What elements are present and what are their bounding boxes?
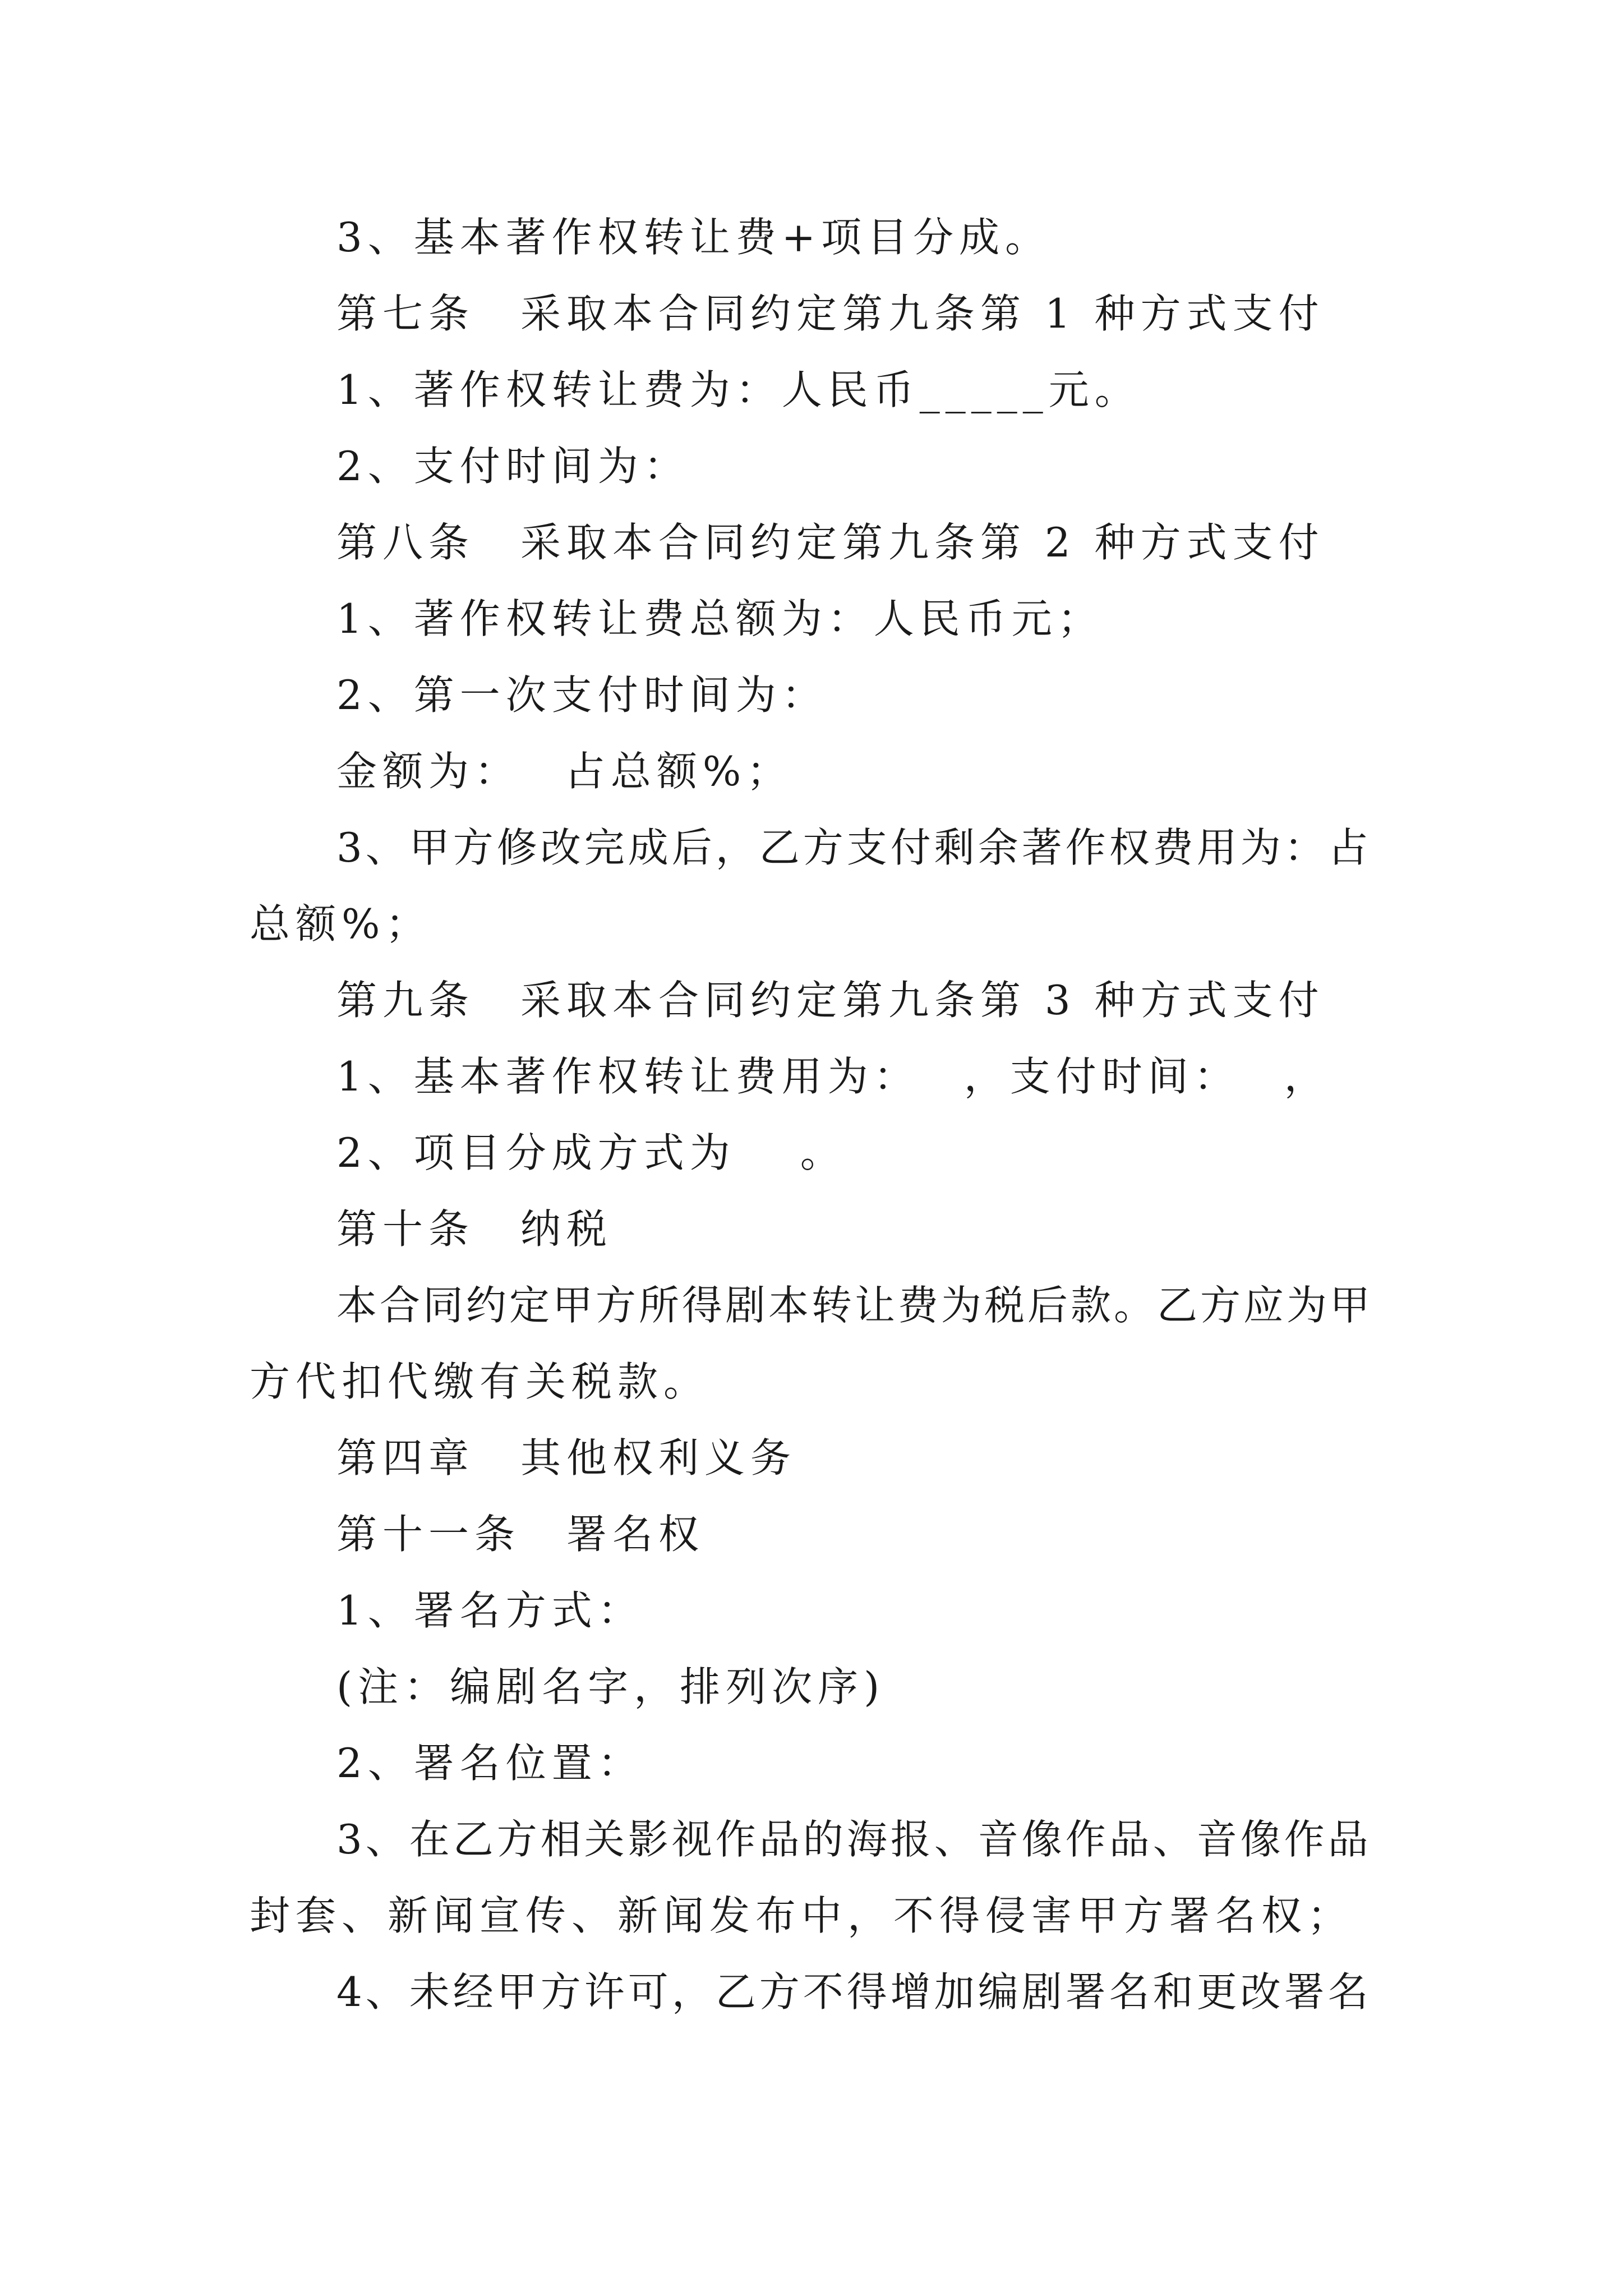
line-4: 2、支付时间为： — [336, 443, 690, 490]
line-8: 金额为： 占总额%； — [336, 748, 793, 795]
line-13: 2、项目分成方式为 。 — [336, 1129, 846, 1176]
line-16: 方代扣代缴有关税款。 — [250, 1358, 710, 1405]
line-24: 4、未经甲方许可，乙方不得增加编剧署名和更改署名 — [336, 1968, 1372, 2016]
line-14: 第十条 纳税 — [336, 1205, 613, 1253]
line-23: 封套、新闻宣传、新闻发布中，不得侵害甲方署名权； — [250, 1892, 1354, 1939]
line-9: 3、甲方修改完成后，乙方支付剩余著作权费用为：占 — [336, 824, 1372, 871]
line-15: 本合同约定甲方所得剧本转让费为税后款。乙方应为甲 — [336, 1282, 1373, 1329]
line-11: 第九条 采取本合同约定第九条第 3 种方式支付 — [336, 977, 1325, 1024]
line-18: 第十一条 署名权 — [336, 1511, 705, 1558]
line-12: 1、基本著作权转让费用为： ，支付时间： ， — [336, 1053, 1330, 1100]
line-17: 第四章 其他权利义务 — [336, 1434, 797, 1481]
line-10: 总额%； — [250, 900, 432, 947]
line-6: 1、著作权转让费总额为：人民币元； — [336, 595, 1104, 642]
line-22: 3、在乙方相关影视作品的海报、音像作品、音像作品 — [336, 1816, 1372, 1863]
line-1: 3、基本著作权转让费+项目分成。 — [336, 214, 1052, 261]
line-5: 第八条 采取本合同约定第九条第 2 种方式支付 — [336, 519, 1325, 566]
line-3: 1、著作权转让费为：人民币_____元。 — [336, 366, 1141, 413]
line-7: 2、第一次支付时间为： — [336, 671, 828, 719]
line-20: (注：编剧名字，排列次序) — [336, 1663, 886, 1710]
line-2: 第七条 采取本合同约定第九条第 1 种方式支付 — [336, 290, 1325, 337]
line-21: 2、署名位置： — [336, 1740, 644, 1787]
line-19: 1、署名方式： — [336, 1587, 644, 1634]
